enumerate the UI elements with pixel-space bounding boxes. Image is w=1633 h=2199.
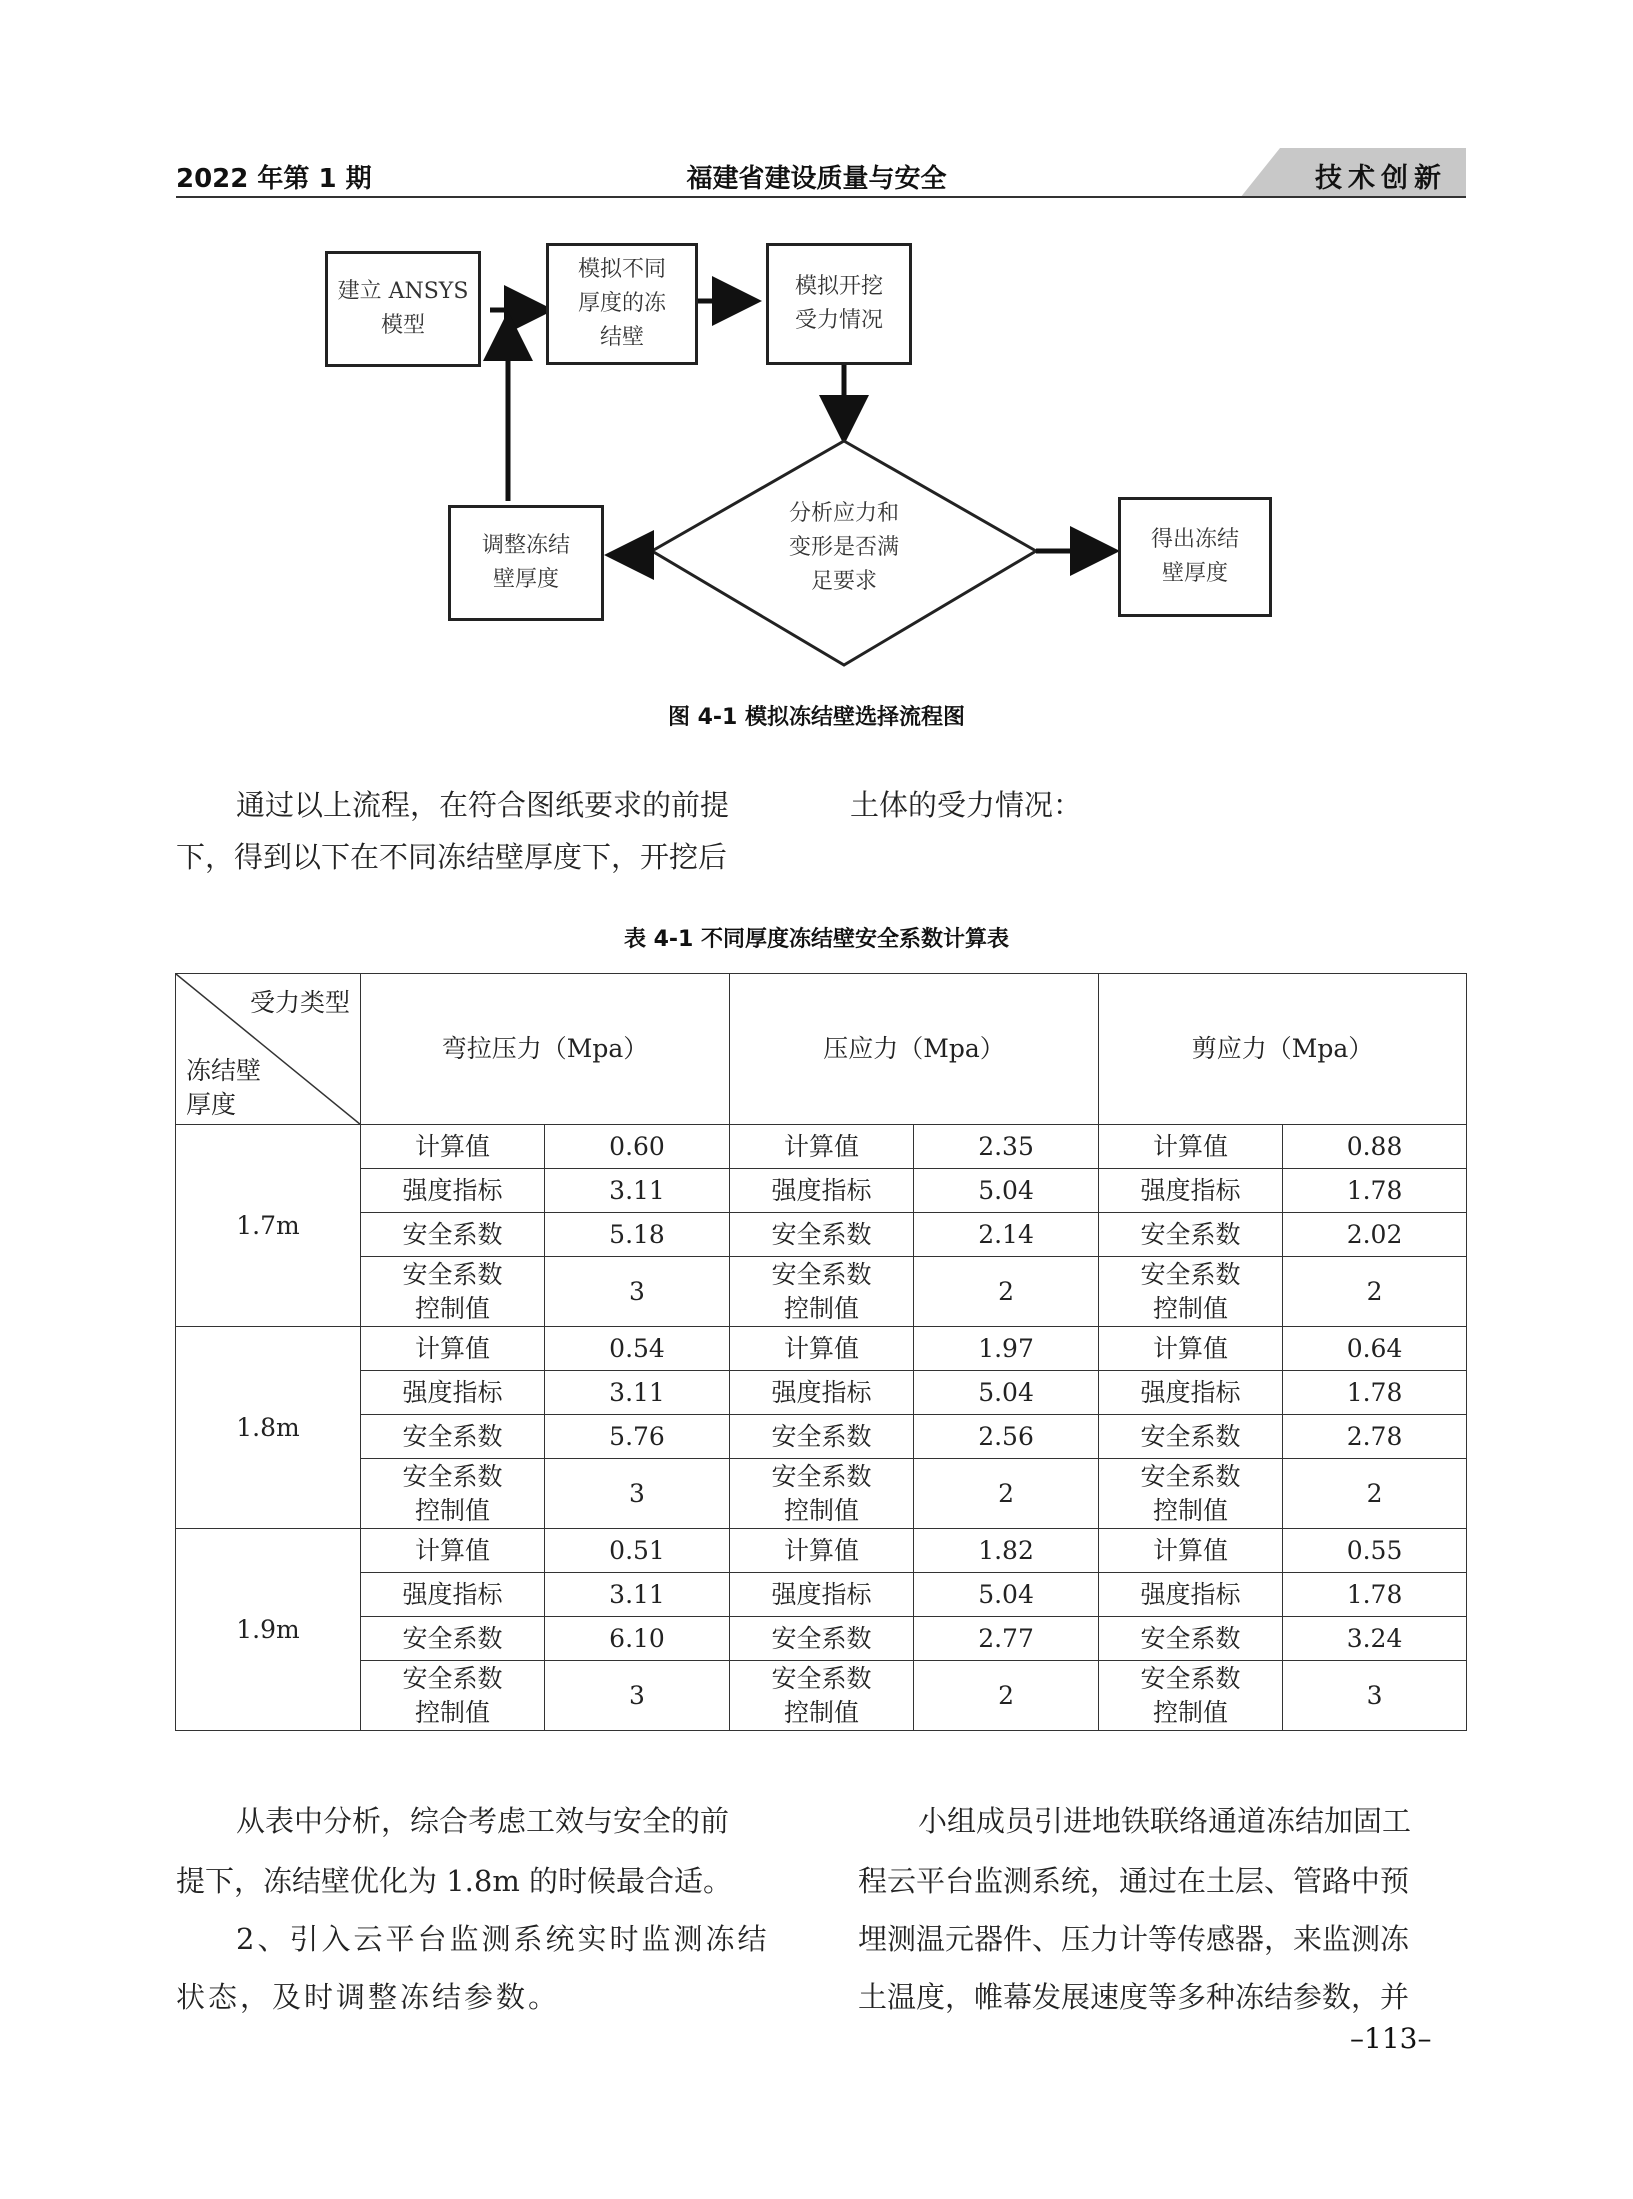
node-build-model: 建立 ANSYS 模型	[325, 251, 481, 367]
row-label-cell: 安全系数	[361, 1617, 545, 1661]
row-label-cell: 强度指标	[1099, 1169, 1283, 1213]
thickness-cell: 1.8m	[176, 1327, 361, 1529]
row-label-cell: 计算值	[730, 1125, 914, 1169]
node-decision-label: 分析应力和 变形是否满 足要求	[788, 501, 899, 594]
table-row	[176, 1169, 1467, 1213]
value-cell-bending: 0.51	[545, 1529, 730, 1573]
table-row	[176, 1415, 1467, 1459]
table-caption: 表 4-1 不同厚度冻结壁安全系数计算表	[623, 927, 1010, 952]
value-cell-bending: 0.60	[545, 1125, 730, 1169]
paragraph-3-line-2: 状态，及时调整冻结参数。	[176, 1980, 561, 2014]
row-label-cell: 安全系数 控制值	[361, 1661, 545, 1731]
row-label-cell: 安全系数	[1099, 1415, 1283, 1459]
node-simulate-excavation: 模拟开挖 受力情况	[766, 243, 912, 365]
row-label-cell: 安全系数	[361, 1415, 545, 1459]
row-label-cell: 安全系数 控制值	[730, 1257, 914, 1327]
row-label-cell: 安全系数 控制值	[361, 1459, 545, 1529]
header-issue: 2022 年第 1 期	[176, 164, 372, 194]
row-label-cell: 强度指标	[361, 1573, 545, 1617]
row-label-cell: 计算值	[361, 1327, 545, 1371]
row-label-cell: 强度指标	[730, 1169, 914, 1213]
value-cell-bending: 3	[545, 1661, 730, 1731]
right-column-line-1: 小组成员引进地铁联络通道冻结加固工	[918, 1804, 1412, 1838]
value-cell-bending: 3.11	[545, 1169, 730, 1213]
node-adjust-thickness: 调整冻结 壁厚度	[448, 505, 604, 621]
value-cell-shear: 1.78	[1283, 1169, 1467, 1213]
value-cell-shear: 0.88	[1283, 1125, 1467, 1169]
right-column-line-2: 程云平台监测系统，通过在土层、管路中预	[858, 1864, 1410, 1898]
value-cell-compress: 2	[914, 1661, 1099, 1731]
row-label-cell: 安全系数 控制值	[1099, 1459, 1283, 1529]
row-label-cell: 安全系数	[361, 1213, 545, 1257]
row-label-cell: 安全系数 控制值	[361, 1257, 545, 1327]
row-label-cell: 强度指标	[1099, 1371, 1283, 1415]
header-rule	[176, 196, 1466, 198]
node-simulate-thickness: 模拟不同 厚度的冻 结壁	[546, 243, 698, 365]
table-row	[176, 1327, 1467, 1371]
table-row	[176, 1459, 1467, 1529]
value-cell-shear: 0.55	[1283, 1529, 1467, 1573]
row-label-cell: 安全系数	[1099, 1213, 1283, 1257]
value-cell-bending: 5.76	[545, 1415, 730, 1459]
row-label-cell: 安全系数	[730, 1213, 914, 1257]
header-journal-title: 福建省建设质量与安全	[686, 164, 947, 194]
paragraph-1-line-2: 下，得到以下在不同冻结壁厚度下，开挖后	[176, 840, 728, 874]
value-cell-compress: 1.82	[914, 1529, 1099, 1573]
row-label-cell: 计算值	[1099, 1327, 1283, 1371]
row-label-cell: 安全系数	[1099, 1617, 1283, 1661]
table-row	[176, 1371, 1467, 1415]
row-label-cell: 强度指标	[730, 1573, 914, 1617]
row-label-cell: 强度指标	[361, 1169, 545, 1213]
right-column-line-3: 埋测温元器件、压力计等传感器，来监测冻	[858, 1922, 1410, 1956]
value-cell-bending: 3	[545, 1459, 730, 1529]
table-row	[176, 1125, 1467, 1169]
value-cell-compress: 2.35	[914, 1125, 1099, 1169]
right-column-line-4: 土温度，帷幕发展速度等多种冻结参数，并	[858, 1980, 1410, 2014]
value-cell-bending: 3.11	[545, 1573, 730, 1617]
page-number: –113–	[1350, 2022, 1432, 2055]
corner-bottom-label: 冻结壁 厚度	[186, 1056, 262, 1119]
paragraph-1-right: 土体的受力情况：	[850, 788, 1083, 822]
value-cell-bending: 3.11	[545, 1371, 730, 1415]
value-cell-compress: 5.04	[914, 1573, 1099, 1617]
value-cell-compress: 5.04	[914, 1371, 1099, 1415]
row-label-cell: 安全系数 控制值	[730, 1661, 914, 1731]
table-row	[176, 1213, 1467, 1257]
row-label-cell: 计算值	[730, 1327, 914, 1371]
value-cell-shear: 2	[1283, 1459, 1467, 1529]
value-cell-compress: 2.14	[914, 1213, 1099, 1257]
thickness-cell: 1.9m	[176, 1529, 361, 1731]
row-label-cell: 强度指标	[730, 1371, 914, 1415]
row-label-cell: 强度指标	[361, 1371, 545, 1415]
table-corner-cell	[176, 974, 361, 1125]
value-cell-compress: 2.77	[914, 1617, 1099, 1661]
row-label-cell: 安全系数 控制值	[730, 1459, 914, 1529]
row-label-cell: 计算值	[1099, 1529, 1283, 1573]
value-cell-shear: 2.02	[1283, 1213, 1467, 1257]
col-header-shear: 剪应力（Mpa）	[1099, 974, 1467, 1125]
value-cell-shear: 3	[1283, 1661, 1467, 1731]
value-cell-compress: 2	[914, 1257, 1099, 1327]
value-cell-shear: 2	[1283, 1257, 1467, 1327]
value-cell-shear: 1.78	[1283, 1371, 1467, 1415]
corner-top-label: 受力类型	[249, 988, 350, 1017]
value-cell-bending: 5.18	[545, 1213, 730, 1257]
table-header-row	[176, 974, 1467, 1125]
value-cell-bending: 0.54	[545, 1327, 730, 1371]
table-row	[176, 1529, 1467, 1573]
row-label-cell: 安全系数 控制值	[1099, 1661, 1283, 1731]
paragraph-1-line-1: 通过以上流程，在符合图纸要求的前提	[236, 788, 730, 822]
node-result-thickness: 得出冻结 壁厚度	[1118, 497, 1272, 617]
flowchart	[320, 235, 1290, 680]
header-column-name: 技术创新	[1315, 163, 1447, 194]
row-label-cell: 安全系数	[730, 1617, 914, 1661]
row-label-cell: 强度指标	[1099, 1573, 1283, 1617]
value-cell-compress: 2.56	[914, 1415, 1099, 1459]
value-cell-shear: 3.24	[1283, 1617, 1467, 1661]
value-cell-shear: 2.78	[1283, 1415, 1467, 1459]
table-row	[176, 1617, 1467, 1661]
value-cell-compress: 1.97	[914, 1327, 1099, 1371]
row-label-cell: 计算值	[730, 1529, 914, 1573]
row-label-cell: 计算值	[361, 1125, 545, 1169]
row-label-cell: 计算值	[1099, 1125, 1283, 1169]
table-row	[176, 1257, 1467, 1327]
paragraph-2-line-2: 提下，冻结壁优化为 1.8m 的时候最合适。	[176, 1864, 733, 1898]
row-label-cell: 安全系数 控制值	[1099, 1257, 1283, 1327]
table-row	[176, 1661, 1467, 1731]
paragraph-2-line-1: 从表中分析，综合考虑工效与安全的前	[236, 1804, 730, 1838]
row-label-cell: 计算值	[361, 1529, 545, 1573]
value-cell-bending: 3	[545, 1257, 730, 1327]
value-cell-compress: 2	[914, 1459, 1099, 1529]
value-cell-shear: 0.64	[1283, 1327, 1467, 1371]
col-header-compress: 压应力（Mpa）	[730, 974, 1099, 1125]
thickness-cell: 1.7m	[176, 1125, 361, 1327]
paragraph-3-line-1: 2、引入云平台监测系统实时监测冻结	[236, 1922, 770, 1956]
col-header-bending: 弯拉压力（Mpa）	[361, 974, 730, 1125]
row-label-cell: 安全系数	[730, 1415, 914, 1459]
safety-factor-table	[175, 973, 1467, 1731]
figure-caption: 图 4-1 模拟冻结壁选择流程图	[667, 705, 966, 730]
value-cell-bending: 6.10	[545, 1617, 730, 1661]
value-cell-shear: 1.78	[1283, 1573, 1467, 1617]
value-cell-compress: 5.04	[914, 1169, 1099, 1213]
table-row	[176, 1573, 1467, 1617]
